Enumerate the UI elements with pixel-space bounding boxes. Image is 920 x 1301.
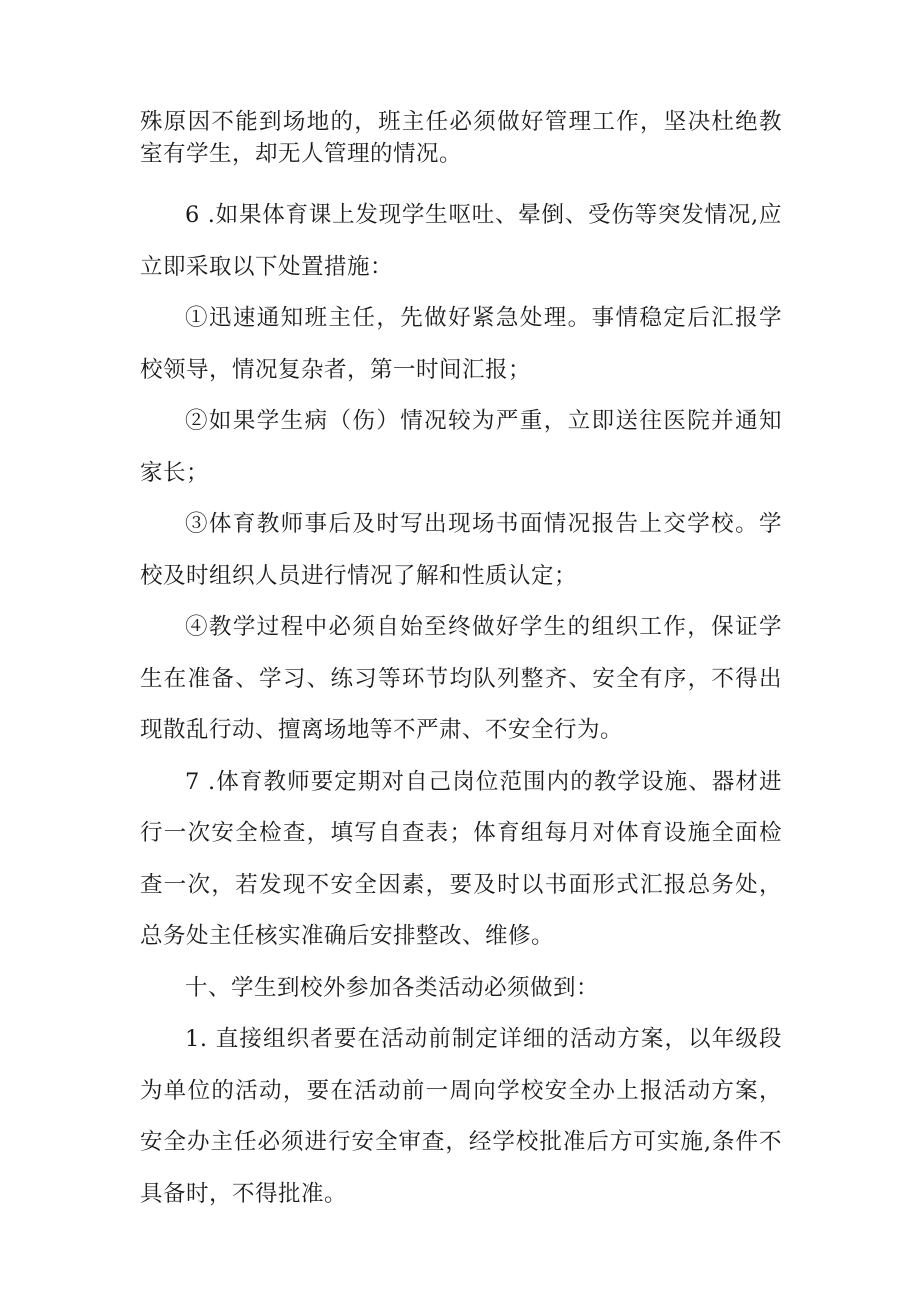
paragraph-item-1: 1. 直接组织者要在活动前制定详细的活动方案，以年级段为单位的活动，要在活动前一周向学校安全办上报活动方案，安全办主任必须进行安全审查，经学校批准后方可实施,条件不具备时，不得批准。 [140,1026,782,1207]
document-body [140,106,782,1220]
paragraph-item-7: 7 .体育教师要定期对自己岗位范围内的教学设施、器材进行一次安全检查，填写自查表；体育组每月对体育设施全面检查一次，若发现不安全因素，要及时以书面形式汇报总务处，总务处主任核实准确后安排整改、维修。 [140,768,782,949]
paragraph-measure-1: ①迅速通知班主任，先做好紧急处理。事情稳定后汇报学校领导，情况复杂者，第一时间汇报； [140,305,782,383]
section-heading-10: 十、学生到校外参加各类活动必须做到： [185,974,600,1001]
paragraph-continuation: 殊原因不能到场地的，班主任必须做好管理工作，坚决杜绝教室有学生，却无人管理的情况。 [140,109,782,167]
paragraph-measure-4: ④教学过程中必须自始至终做好学生的组织工作，保证学生在准备、学习、练习等环节均队列整齐、安全有序，不得出现散乱行动、擅离场地等不严肃、不安全行为。 [140,614,782,743]
paragraph-measure-3: ③体育教师事后及时写出现场书面情况报告上交学校。学校及时组织人员进行情况了解和性质认定； [140,511,782,589]
paragraph-item-6: 6 .如果体育课上发现学生呕吐、晕倒、受伤等突发情况,应立即采取以下处置措施： [140,202,782,280]
paragraph-measure-2: ②如果学生病（伤）情况较为严重，立即送往医院并通知家长； [140,408,782,486]
